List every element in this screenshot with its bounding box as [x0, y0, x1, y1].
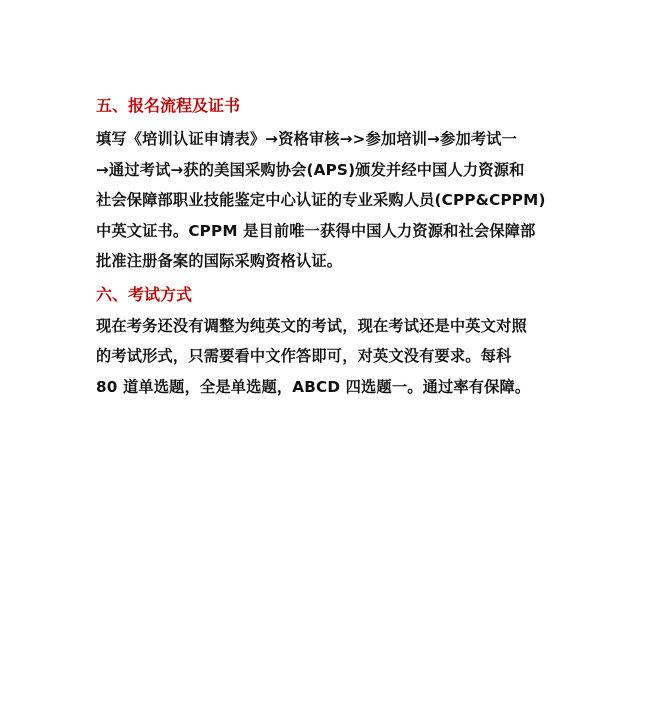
section-5-line: 中英文证书。CPPM 是目前唯一获得中国人力资源和社会保障部 [96, 221, 536, 240]
section-6-line: 现在考务还没有调整为纯英文的考试，现在考试还是中英文对照 [96, 316, 527, 335]
section-5-heading: 五、报名流程及证书 [96, 96, 241, 115]
section-5-line: 填写《培训认证申请表》→资格审核→>参加培训→参加考试一 [96, 130, 518, 148]
section-6-line: 80 道单选题，全是单选题，ABCD 四选题一。通过率有保障。 [96, 377, 531, 396]
section-6-body [96, 311, 566, 403]
section-5-line: →通过考试→获的美国采购协会(APS)颁发并经中国人力资源和 [96, 160, 525, 179]
section-5-line: 批准注册备案的国际采购资格认证。 [96, 252, 343, 270]
section-5-body [96, 124, 566, 277]
section-6-heading: 六、考试方式 [96, 284, 193, 304]
document-content [96, 92, 566, 406]
section-6-line: 的考试形式，只需要看中文作答即可，对英文没有要求。每科 [96, 347, 512, 365]
section-5-line: 社会保障部职业技能鉴定中心认证的专业采购人员(CPP&CPPM) [96, 191, 546, 209]
